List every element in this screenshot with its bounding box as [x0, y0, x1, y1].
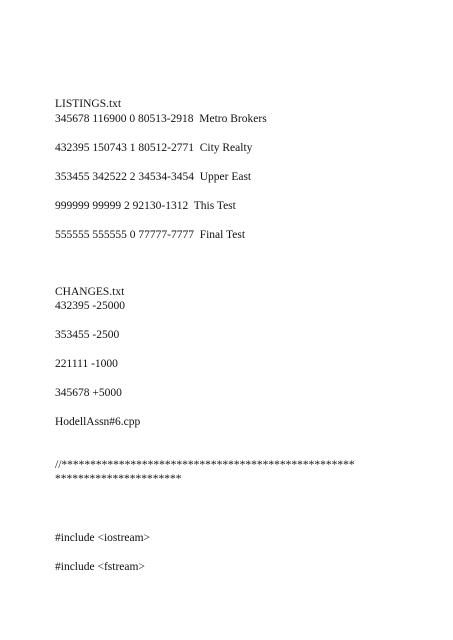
change-line: 221111 -1000	[55, 358, 118, 370]
listing-line: 555555 555555 0 77777-7777 Final Test	[55, 229, 246, 241]
changes-title: CHANGES.txt	[55, 286, 125, 298]
listing-line: 345678 116900 0 80513-2918 Metro Brokers	[55, 113, 267, 125]
include-line: #include <fstream>	[55, 561, 145, 573]
comment-banner-line: //***************************************************	[55, 459, 355, 471]
include-line: #include <iostream>	[55, 532, 151, 544]
source-filename: HodellAssn#6.cpp	[55, 416, 141, 428]
listing-line: 432395 150743 1 80512-2771 City Realty	[55, 142, 253, 154]
change-line: 353455 -2500	[55, 329, 120, 341]
comment-banner-line: **********************	[55, 473, 182, 485]
listing-line: 999999 99999 2 92130-1312 This Test	[55, 200, 236, 212]
listings-title: LISTINGS.txt	[55, 98, 122, 110]
change-line: 432395 -25000	[55, 300, 125, 312]
change-line: 345678 +5000	[55, 387, 122, 399]
listing-line: 353455 342522 2 34534-3454 Upper East	[55, 171, 252, 183]
